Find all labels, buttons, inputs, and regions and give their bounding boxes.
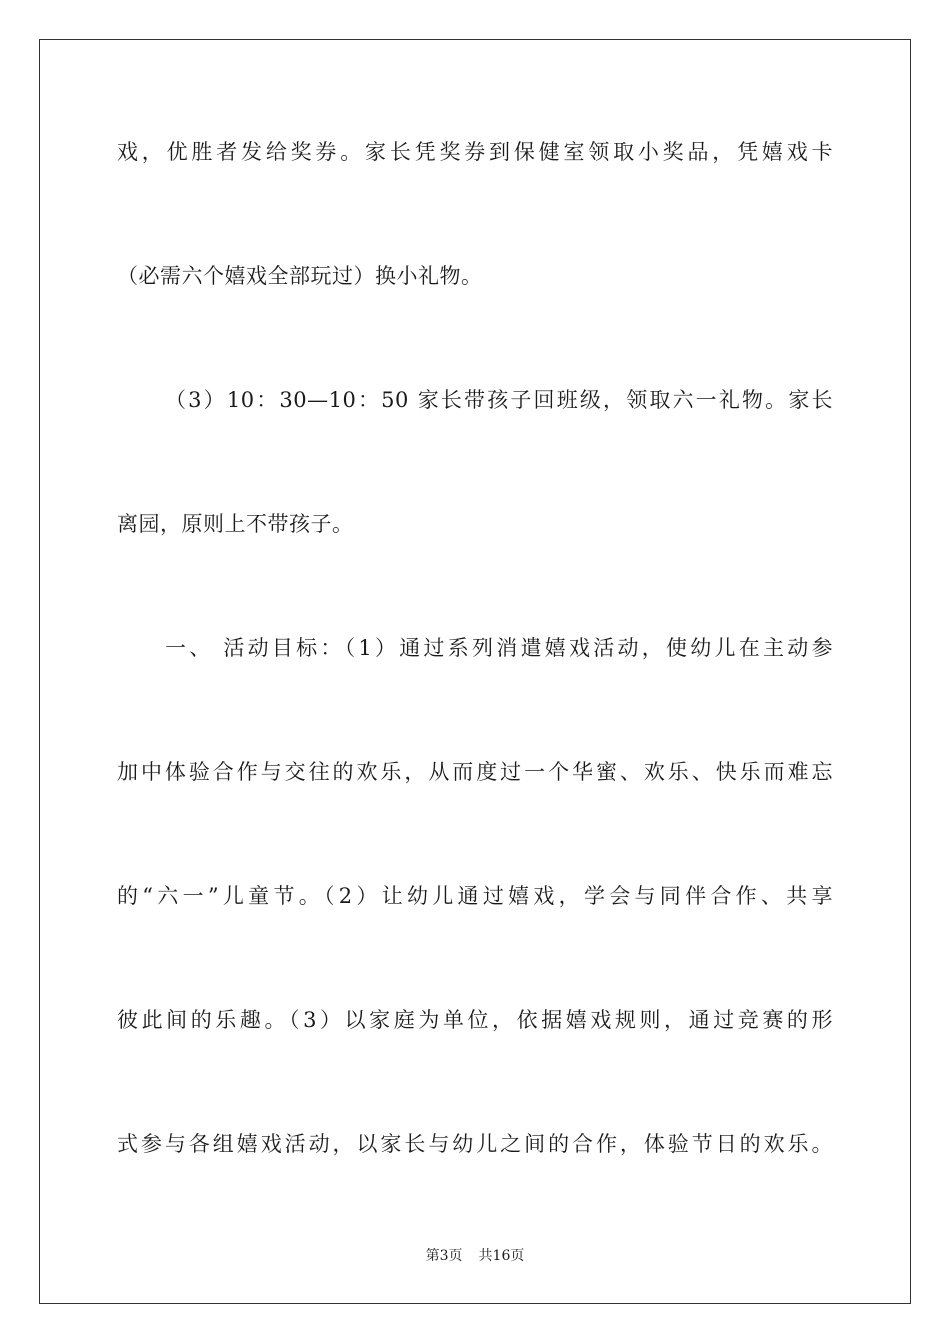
page-border: [39, 39, 911, 1304]
page-total: 共16页: [478, 1248, 525, 1264]
body-text-line-3: （3）10：30—10：50 家长带孩子回班级，领取六一礼物。家长: [165, 388, 833, 412]
body-text-line-6: 加中体验合作与交往的欢乐，从而度过一个华蜜、欢乐、快乐而难忘: [117, 760, 833, 784]
body-text-line-9: 式参与各组嬉戏活动，以家长与幼儿之间的合作，体验节日的欢乐。: [117, 1132, 833, 1156]
body-text-line-2: （必需六个嬉戏全部玩过）换小礼物。: [117, 264, 483, 288]
body-text-line-1: 戏，优胜者发给奖券。家长凭奖券到保健室领取小奖品，凭嬉戏卡: [117, 140, 833, 164]
page-footer: [0, 1247, 950, 1265]
body-text-line-8: 彼此间的乐趣。（3）以家庭为单位，依据嬉戏规则，通过竞赛的形: [117, 1008, 833, 1032]
page-number: 第3页: [425, 1248, 463, 1264]
body-text-line-7: 的“六一”儿童节。（2）让幼儿通过嬉戏，学会与同伴合作、共享: [117, 884, 833, 908]
body-text-line-4: 离园，原则上不带孩子。: [117, 512, 354, 536]
body-text-line-5: 一、 活动目标：（1）通过系列消遣嬉戏活动，使幼儿在主动参: [165, 636, 833, 660]
